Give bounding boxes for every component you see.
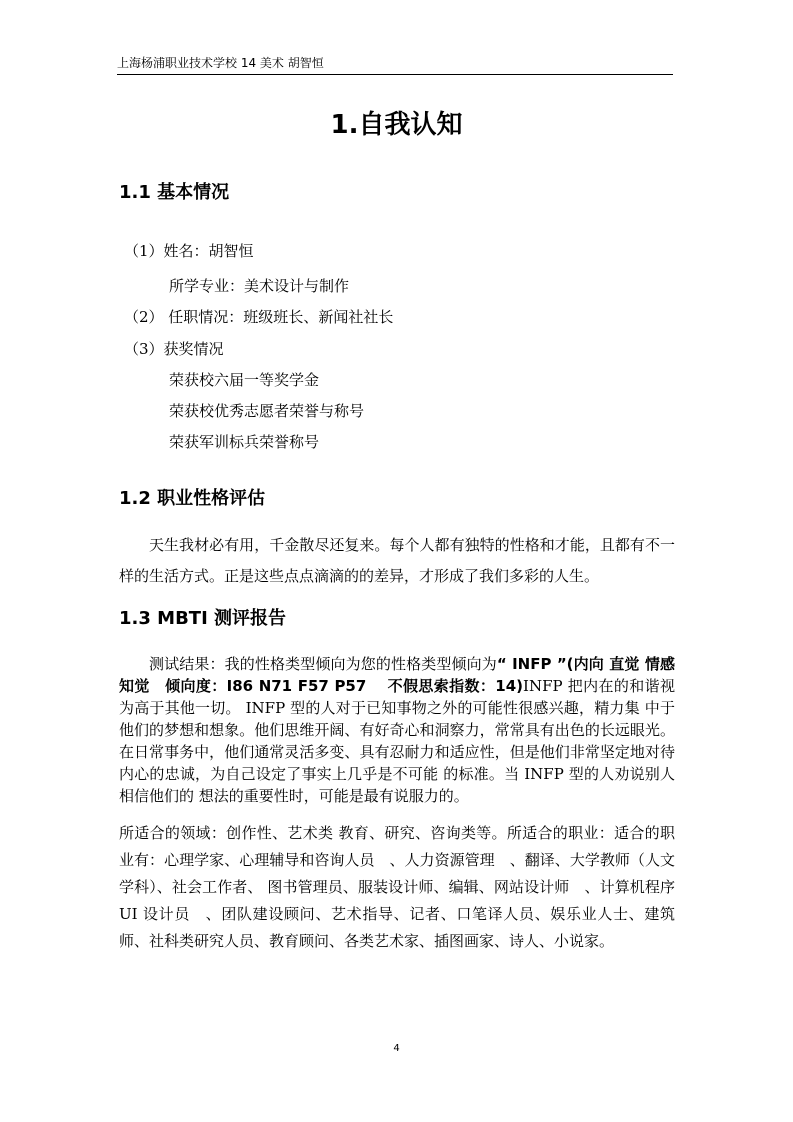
mbti-lead-text: 测试结果：我的性格类型倾向为您的性格类型倾向为 [149, 655, 497, 673]
mbti-result-bold: “ INFP ”(内向 直觉 情感 知觉 倾向度：I86 N71 F57 P57 不假思索指数：14) [119, 655, 675, 695]
section-heading-basic-info: 1.1 基本情况 [119, 182, 230, 203]
info-line-awards: （3）获奖情况 [124, 340, 224, 358]
personality-paragraph: 天生我材必有用，千金散尽还复来。每个人都有独特的性格和才能，且都有不一样的生活方式。正是这些点点滴滴的的差异，才形成了我们多彩的人生。 [119, 536, 675, 585]
page-number: 4 [393, 1043, 400, 1054]
page-title: 1.自我认知 [330, 110, 463, 140]
page-header: 上海杨浦职业技术学校 14 美术 胡智恒 [117, 56, 324, 70]
mbti-result-paragraph [119, 653, 675, 807]
info-line-major: 所学专业：美术设计与制作 [169, 277, 350, 295]
section-heading-personality: 1.2 职业性格评估 [119, 488, 266, 509]
award-item: 荣获军训标兵荣誉称号 [169, 433, 320, 451]
award-item: 荣获校六届一等奖学金 [169, 371, 320, 389]
header-divider [117, 74, 673, 75]
info-line-position: （2） 任职情况：班级班长、新闻社社长 [124, 308, 394, 326]
mbti-description: INFP 把内在的和谐视为高于其他一切。 INFP 型的人对于已知事物之外的可能性很感兴趣，精力集 中于他们的梦想和想象。他们思维开阔、有好奇心和洞察力，常常具有出色的长远眼光。在日常事务中，他们通常灵活多变、具有忍耐力和适应性，但是他们非常坚定地对待内心的忠诚，为自己设定了事实上几乎是不可能 的标准。当 INFP 型的人劝说别人相信他们的 想法的重要性时，可能是最有说服力的。 [119, 677, 675, 805]
section-heading-mbti: 1.3 MBTI 测评报告 [119, 608, 287, 629]
award-item: 荣获校优秀志愿者荣誉与称号 [169, 402, 365, 420]
suitable-careers-paragraph: 所适合的领域：创作性、艺术类 教育、研究、咨询类等。所适合的职业：适合的职业有：心理学家、心理辅导和咨询人员 、人力资源管理 、翻译、大学教师（人文学科）、社会工作者、 图书管理员、服装设计师、编辑、网站设计师 、计算机程序 UI 设计员 、团队建设顾问、艺术指导、记者、口笔译人员、娱乐业人士、建筑师、社科类研究人员、教育顾问、各类艺术家、插图画家、诗人、小说家。 [119, 824, 675, 950]
info-line-name: （1）姓名：胡智恒 [124, 242, 254, 260]
